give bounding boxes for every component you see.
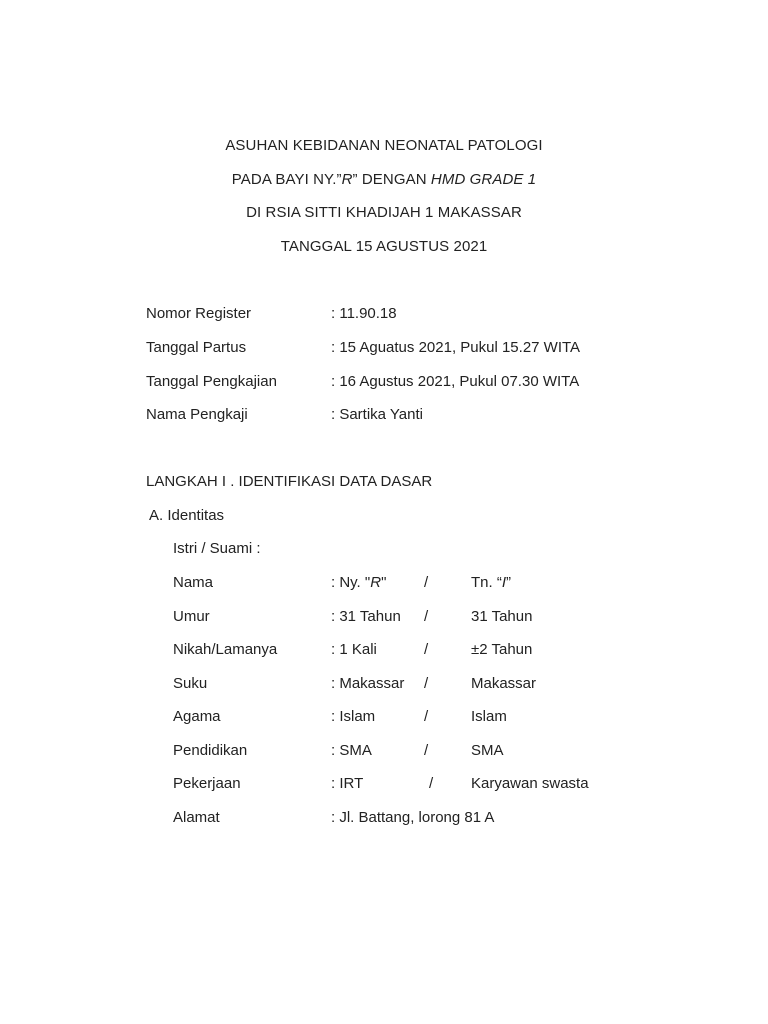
info-row-register — [0, 305, 768, 325]
husband-value: Tn. “I” — [471, 574, 512, 591]
identity-row — [0, 608, 768, 628]
patient-initial: R — [341, 171, 353, 188]
wife-value: : 31 Tahun — [331, 608, 401, 625]
title-line-2 — [0, 171, 768, 188]
slash-separator: / — [424, 675, 429, 692]
step-heading: LANGKAH I . IDENTIFIKASI DATA DASAR — [146, 473, 433, 490]
wife-value: : Islam — [331, 708, 376, 725]
wife-value: : IRT — [331, 775, 364, 792]
identity-label: Suku — [173, 675, 208, 692]
title-line-3: DI RSIA SITTI KHADIJAH 1 MAKASSAR — [246, 204, 522, 221]
identity-label: Nama — [173, 574, 214, 591]
slash-separator: / — [429, 775, 434, 792]
husband-value: Makassar — [471, 675, 537, 692]
identity-row-address — [0, 809, 768, 829]
wife-value: : Makassar — [331, 675, 405, 692]
info-value: : Sartika Yanti — [331, 406, 423, 423]
slash-separator: / — [424, 574, 429, 591]
wife-value: : SMA — [331, 742, 372, 759]
slash-separator: / — [424, 708, 429, 725]
husband-value: SMA — [471, 742, 504, 759]
husband-value: Karyawan swasta — [471, 775, 589, 792]
section-a-heading: A. Identitas — [149, 507, 225, 524]
info-row-partus — [0, 339, 768, 359]
info-value: : 15 Aguatus 2021, Pukul 15.27 WITA — [331, 339, 581, 356]
identity-row — [0, 675, 768, 695]
identity-row-name — [0, 574, 768, 594]
info-label: Nomor Register — [146, 305, 252, 322]
identity-row — [0, 641, 768, 661]
identity-row — [0, 775, 768, 795]
identity-label: Umur — [173, 608, 210, 625]
address-value: : Jl. Battang, lorong 81 A — [331, 809, 495, 826]
slash-separator: / — [424, 641, 429, 658]
identity-label: Pekerjaan — [173, 775, 241, 792]
info-value: : 16 Agustus 2021, Pukul 07.30 WITA — [331, 373, 580, 390]
wife-value: : 1 Kali — [331, 641, 377, 658]
identity-label: Agama — [173, 708, 221, 725]
husband-value: ±2 Tahun — [471, 641, 533, 658]
slash-separator: / — [424, 742, 429, 759]
slash-separator: / — [424, 608, 429, 625]
wife-value: : Ny. "R" — [331, 574, 387, 591]
title-line-1: ASUHAN KEBIDANAN NEONATAL PATOLOGI — [225, 137, 543, 154]
info-label: Tanggal Partus — [146, 339, 247, 356]
title-prefix: PADA BAYI NY.” — [231, 171, 342, 188]
identity-row — [0, 742, 768, 762]
info-row-pengkaji — [0, 406, 768, 426]
title-mid: ” DENGAN — [352, 171, 431, 188]
identity-label: Alamat — [173, 809, 220, 826]
diagnosis: HMD GRADE 1 — [430, 171, 537, 188]
info-label: Nama Pengkaji — [146, 406, 248, 423]
husband-value: 31 Tahun — [471, 608, 533, 625]
identity-row — [0, 708, 768, 728]
title-line-4: TANGGAL 15 AGUSTUS 2021 — [280, 238, 488, 255]
identity-subheading: Istri / Suami : — [173, 540, 261, 557]
identity-label: Pendidikan — [173, 742, 248, 759]
info-row-pengkajian — [0, 373, 768, 393]
info-label: Tanggal Pengkajian — [146, 373, 277, 390]
info-value: : 11.90.18 — [331, 305, 397, 322]
husband-value: Islam — [471, 708, 507, 725]
identity-label: Nikah/Lamanya — [173, 641, 278, 658]
